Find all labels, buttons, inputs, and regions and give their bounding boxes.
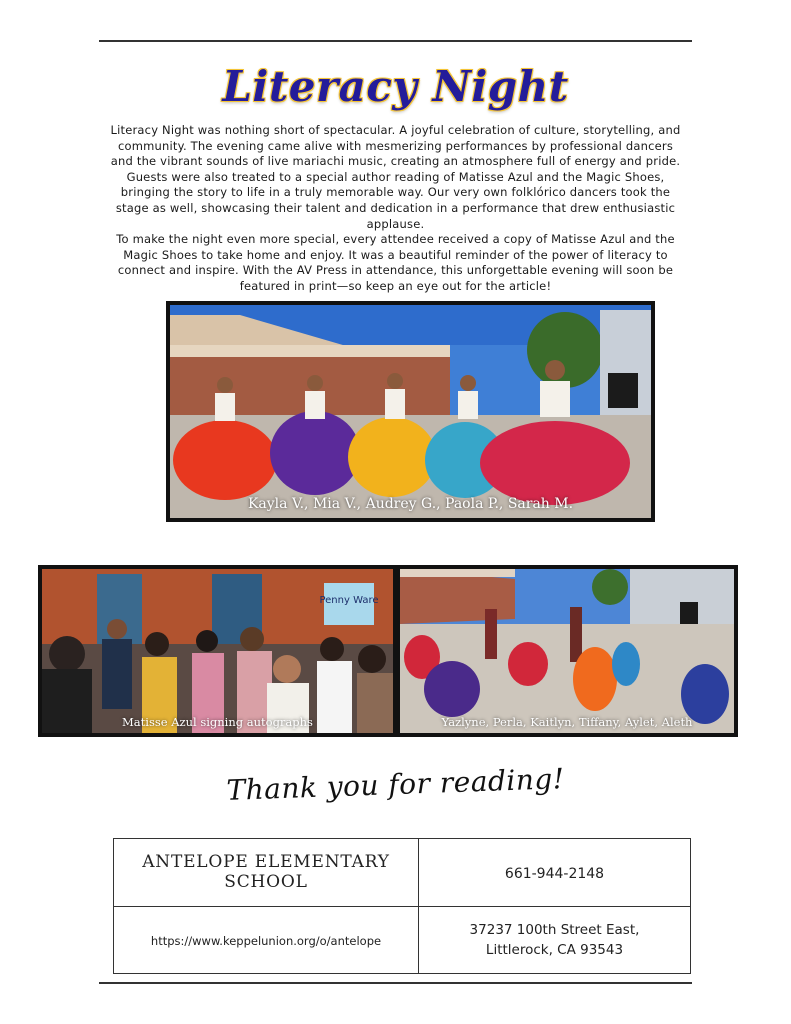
school-name-cell [114,839,419,907]
author-signing-photo-image [42,569,393,733]
dancers-photo [166,301,655,522]
article-paragraph: To make the night even more special, every attendee received a copy of Matisse Azul and the Magic Shoes to take home and enjoy. It was a beautiful reminder of the power of literacy to connect and inspire. With the AV Press in attendance, this unforgettable evening will soon be featured in print—so keep an eye out for the article! [116,232,675,293]
url-cell [114,906,419,974]
dancers-photo-caption: Kayla V., Mia V., Audrey G., Paola P., Sarah M. [247,496,574,512]
author-signing-photo-caption: Matisse Azul signing autographs [122,715,313,729]
article-paragraph: Literacy Night was nothing short of spectacular. A joyful celebration of culture, storytelling, and community. The evening came alive with mesmerizing performances by professional dancers and the vibrant sounds of live mariachi music, creating an atmosphere full of energy and pride. Guests were also treated to a special author reading of Matisse Azul and the Magic Shoes, bringing the story to life in a truly memorable way. Our very own folklórico dancers took the stage as well, showcasing their talent and dedication in a performance that drew enthusiastic applause. [110,123,681,231]
school-website-link[interactable]: https://www.keppelunion.org/o/antelope [150,934,382,949]
folklorico-dancers-photo [396,565,738,737]
address-line-2: Littlerock, CA 93543 [485,941,624,958]
bottom-divider [99,982,692,984]
address-line-1: 37237 100th Street East, [469,921,640,938]
page-title: Literacy Night [222,62,569,111]
author-signing-photo [38,565,397,737]
phone-cell [419,839,691,907]
contact-row [114,839,691,907]
article-body [106,123,685,295]
contact-row [114,906,691,974]
phone-number: 661-944-2148 [504,865,605,882]
penny-ware-sign-text: Penny Ware [319,595,379,606]
contact-info-table [113,838,691,974]
school-address [427,920,682,960]
school-name: ANTELOPE ELEMENTARY SCHOOL [142,852,390,893]
top-divider [99,40,692,42]
folklorico-dancers-photo-caption: Yazlyne, Perla, Kaitlyn, Tiffany, Aylet, Aleth [441,715,693,729]
dancers-photo-image [170,305,651,518]
folklorico-dancers-photo-image [400,569,734,733]
address-cell [419,906,691,974]
thank-you-message: Thank you for reading! [225,762,566,807]
